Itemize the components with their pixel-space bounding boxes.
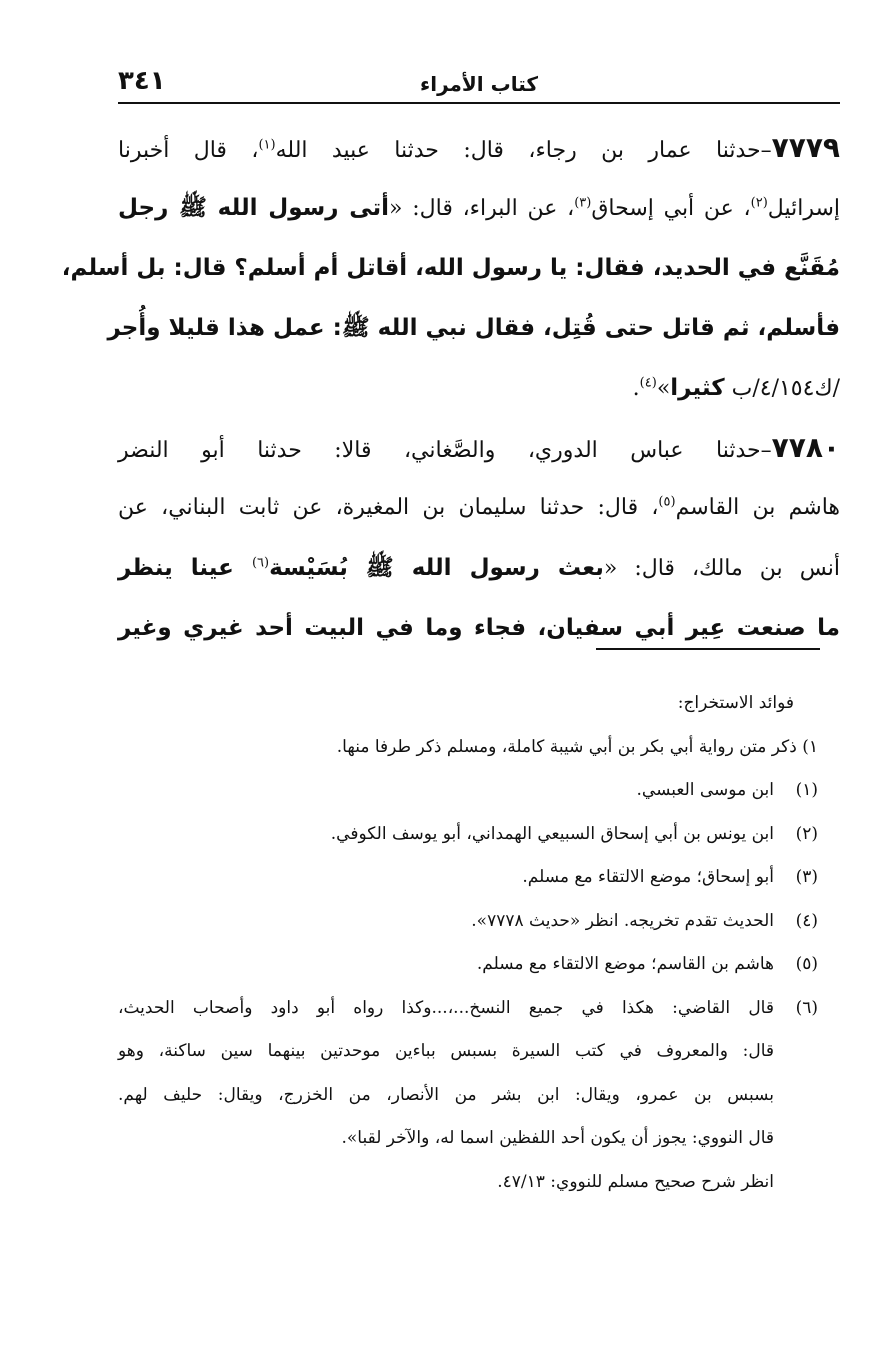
footnote-2: (٢)ابن يونس بن أبي إسحاق السبيعي الهمداني، أبو يوسف الكوفي.: [330, 823, 818, 844]
hadith-7780-line-3: أنس بن مالك، قال: «بعث رسول الله ﷺ بُسَيْسة$^{(٦)}$ عينا ينظر: [118, 555, 840, 581]
footnote-ref: (٤): [639, 375, 657, 391]
fawaid-item: ١) ذكر متن رواية أبي بكر بن أبي شيبة كاملة، ومسلم ذكر طرفا منها.: [336, 736, 818, 757]
hadith-7779-line-2: إسرائيل$^{(٢)}$، عن أبي إسحاق$^{(٣)}$، عن البراء، قال: «أتى رسول الله ﷺ رجل: [118, 195, 841, 221]
hadith-7780-line-1: ٧٧٨٠–حدثنا عباس الدوري، والصَّغاني، قالا: حدثنا أبو النضر: [118, 431, 840, 464]
footnote-ref: (٦): [251, 555, 270, 571]
footnote-ref: (٥): [658, 494, 676, 510]
footnote-6: (٦)قال القاضي: هكذا في جميع النسخ...،...وكذا رواه أبو داود وأصحاب الحديث،: [118, 997, 818, 1018]
main-text: [61, 118, 841, 658]
footnotes: [118, 682, 818, 1204]
footnote-3: (٣)أبو إسحاق؛ موضع الالتقاء مع مسلم.: [522, 867, 818, 887]
page-number: ٣٤١: [118, 66, 166, 96]
hadith-7779-line-5: /ك٤/١٥٤/ب كثيرا»$^{(٤)}$.: [632, 375, 840, 401]
footnote-5: (٥)هاشم بن القاسم؛ موضع الالتقاء مع مسلم.: [476, 954, 818, 974]
footnote-ref: (١): [258, 137, 276, 153]
hadith-number: ٧٧٧٩: [771, 131, 840, 164]
footnote-6-cont: بسبس بن عمرو، ويقال: ابن بشر من الأنصار، من الخزرج، ويقال: حليف لهم.: [118, 1084, 774, 1105]
fawaid-title: فوائد الاستخراج:: [677, 693, 794, 713]
hadith-text-bold: أتى رسول الله ﷺ رجل: [118, 195, 390, 221]
hadith-7780-line-4: ما صنعت عِير أبي سفيان، فجاء وما في البيت أحد غيري وغير: [118, 615, 840, 641]
hadith-7779-line-4: فأسلم، ثم قاتل حتى قُتِل، فقال نبي الله ﷺ: عمل هذا قليلا وأُجر: [107, 315, 840, 341]
page-header: [118, 62, 840, 100]
footnote-separator: [596, 648, 820, 650]
footnote-ref: (٣): [574, 195, 592, 211]
footnote-6-cont: انظر شرح صحيح مسلم للنووي: ٤٧/١٣.: [497, 1171, 774, 1192]
footnote-1: (١)ابن موسى العبسي.: [636, 780, 818, 800]
footnote-4: (٤)الحديث تقدم تخريجه. انظر «حديث ٧٧٧٨».: [471, 910, 818, 931]
footnote-ref: (٢): [750, 195, 768, 211]
hadith-7779-line-1: ٧٧٧٩–حدثنا عمار بن رجاء، قال: حدثنا عبيد الله$^{(١)}$، قال أخبرنا: [118, 131, 840, 164]
footnote-6-cont: قال: والمعروف في كتب السيرة بسبس بباءين موحدتين بينهما سين ساكنة، وهو: [118, 1041, 774, 1061]
chapter-title: كتاب الأمراء: [419, 72, 539, 96]
footnote-6-cont: قال النووي: يجوز أن يكون أحد اللفظين اسما له، والآخر لقبا».: [341, 1128, 774, 1148]
hadith-number: ٧٧٨٠: [771, 431, 840, 464]
hadith-7780-line-2: هاشم بن القاسم$^{(٥)}$، قال: حدثنا سليمان بن المغيرة، عن ثابت البناني، عن: [118, 494, 840, 520]
manuscript-ref: /ك٤/١٥٤/ب: [731, 376, 840, 401]
hadith-7779-line-3: مُقَنَّع في الحديد، فقال: يا رسول الله، أقاتل أم أسلم؟ قال: بل أسلم،: [61, 255, 840, 281]
header-rule: [118, 102, 840, 104]
